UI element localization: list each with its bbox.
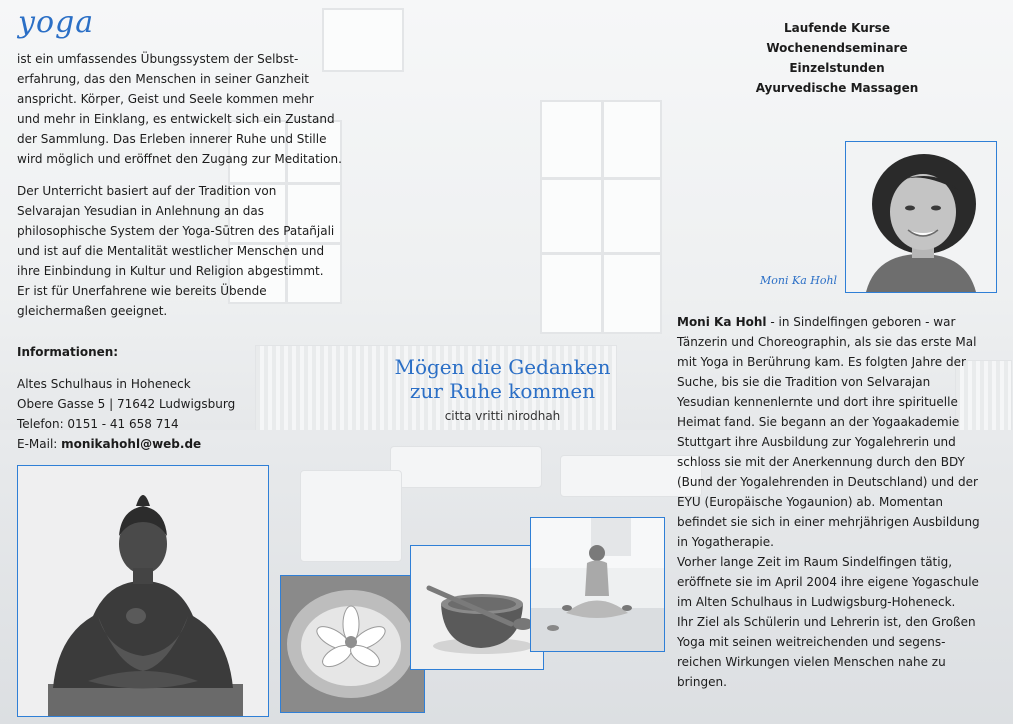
buddha-statue-icon bbox=[18, 466, 268, 716]
quote-block bbox=[380, 355, 625, 423]
text-line: Ihr Ziel als Schülerin und Lehrerin ist, den Großen bbox=[677, 615, 976, 629]
text-line: Der Unterricht basiert auf der Tradition von bbox=[17, 184, 277, 198]
tradition-paragraph bbox=[17, 181, 362, 321]
text-line: gleichermaßen geeignet. bbox=[17, 304, 168, 318]
text-line: ihre Einbindung in Kultur und Religion abgestimmt. bbox=[17, 264, 324, 278]
email-label: E-Mail: bbox=[17, 437, 62, 451]
text-line: Er ist für Unerfahrene wie bereits Übende bbox=[17, 284, 267, 298]
singing-bowl-icon bbox=[411, 546, 543, 669]
text-line: Heimat fand. Sie begann an der Yogaakademie bbox=[677, 415, 960, 429]
quote-line: zur Ruhe kommen bbox=[409, 379, 596, 403]
courses-list bbox=[742, 18, 932, 98]
background-mat bbox=[300, 470, 402, 562]
lotus-icon bbox=[281, 576, 424, 712]
background-mat bbox=[390, 446, 542, 488]
bio-first-rest: - in Sindelfingen geboren - war bbox=[766, 315, 956, 329]
course-item: Ayurvedische Massagen bbox=[755, 81, 919, 95]
text-line: eröffnete sie im April 2004 ihre eigene Yogaschule bbox=[677, 575, 979, 589]
meditation-icon bbox=[531, 518, 664, 651]
meditation-photo bbox=[530, 517, 665, 652]
course-item: Einzelstunden bbox=[789, 61, 885, 75]
text-line: Selvarajan Yesudian in Anlehnung an das bbox=[17, 204, 265, 218]
text-line: und mehr in Einklang, es entwickelt sich ein Zustand bbox=[17, 112, 335, 126]
page-title: yoga bbox=[18, 5, 95, 40]
text-line: im Alten Schulhaus in Ludwigsburg-Hoheneck. bbox=[677, 595, 956, 609]
text-line: mit Yoga in Berührung kam. Es folgten Jahre der bbox=[677, 355, 966, 369]
buddha-photo bbox=[17, 465, 269, 717]
lotus-bowl-photo bbox=[280, 575, 425, 713]
text-line: bringen. bbox=[677, 675, 727, 689]
phone-text: Telefon: 0151 - 41 658 714 bbox=[17, 417, 179, 431]
text-line: (Bund der Yogalehrenden in Deutschland) und der bbox=[677, 475, 978, 489]
info-heading: Informationen: bbox=[17, 345, 119, 359]
text-line: Tänzerin und Choreographin, als sie das erste Mal bbox=[677, 335, 977, 349]
text-line: erfahrung, das den Menschen in seiner Ganzheit bbox=[17, 72, 309, 86]
text-line: anspricht. Körper, Geist und Seele kommen mehr bbox=[17, 92, 314, 106]
text-line: wird möglich und eröffnet den Zugang zur Meditation. bbox=[17, 152, 342, 166]
text-line: reichen Wirkungen vielen Menschen nahe zu bbox=[677, 655, 946, 669]
bio-name: Moni Ka Hohl bbox=[677, 315, 767, 329]
text-line: in Yogatherapie. bbox=[677, 535, 774, 549]
text-line: Yesudian kennenlernte und dort ihre spirituelle bbox=[677, 395, 958, 409]
bio-paragraph bbox=[677, 312, 1002, 692]
intro-paragraph bbox=[17, 49, 362, 169]
text-line: ist ein umfassendes Übungssystem der Selbst- bbox=[17, 52, 299, 66]
course-item: Laufende Kurse bbox=[784, 21, 890, 35]
portrait-icon bbox=[846, 142, 996, 292]
bio-first-line bbox=[677, 312, 1002, 332]
venue-text: Altes Schulhaus in Hoheneck bbox=[17, 377, 191, 391]
background-window-center bbox=[540, 100, 662, 334]
address-text: Obere Gasse 5 | 71642 Ludwigsburg bbox=[17, 397, 236, 411]
text-line: befindet sie sich in einer mehrjährigen Ausbildung bbox=[677, 515, 980, 529]
text-line: Stuttgart ihre Ausbildung zur Yogalehrerin und bbox=[677, 435, 956, 449]
text-line: der Sammlung. Das Erleben innerer Ruhe und Stille bbox=[17, 132, 327, 146]
text-line: Suche, bis sie die Tradition von Selvarajan bbox=[677, 375, 931, 389]
text-line: und ist auf die Mentalität westlicher Menschen und bbox=[17, 244, 325, 258]
text-line: schloss sie mit der Anerkennung durch den BDY bbox=[677, 455, 965, 469]
quote-line: Mögen die Gedanken bbox=[394, 355, 611, 379]
singing-bowl-photo bbox=[410, 545, 544, 670]
quote-sanskrit: citta vritti nirodhah bbox=[444, 409, 561, 423]
text-line: philosophische System der Yoga-Sūtren des Patañjali bbox=[17, 224, 335, 238]
text-line: Yoga mit seinen weitreichenden und segens- bbox=[677, 635, 946, 649]
email-line bbox=[17, 434, 362, 454]
text-line: Vorher lange Zeit im Raum Sindelfingen tätig, bbox=[677, 555, 953, 569]
course-item: Wochenendseminare bbox=[766, 41, 908, 55]
portrait-caption: Moni Ka Hohl bbox=[760, 274, 838, 287]
portrait-photo bbox=[845, 141, 997, 293]
text-line: EYU (Europäische Yogaunion) ab. Momentan bbox=[677, 495, 944, 509]
email-link[interactable]: monikahohl@web.de bbox=[61, 437, 202, 451]
info-block bbox=[17, 342, 362, 454]
